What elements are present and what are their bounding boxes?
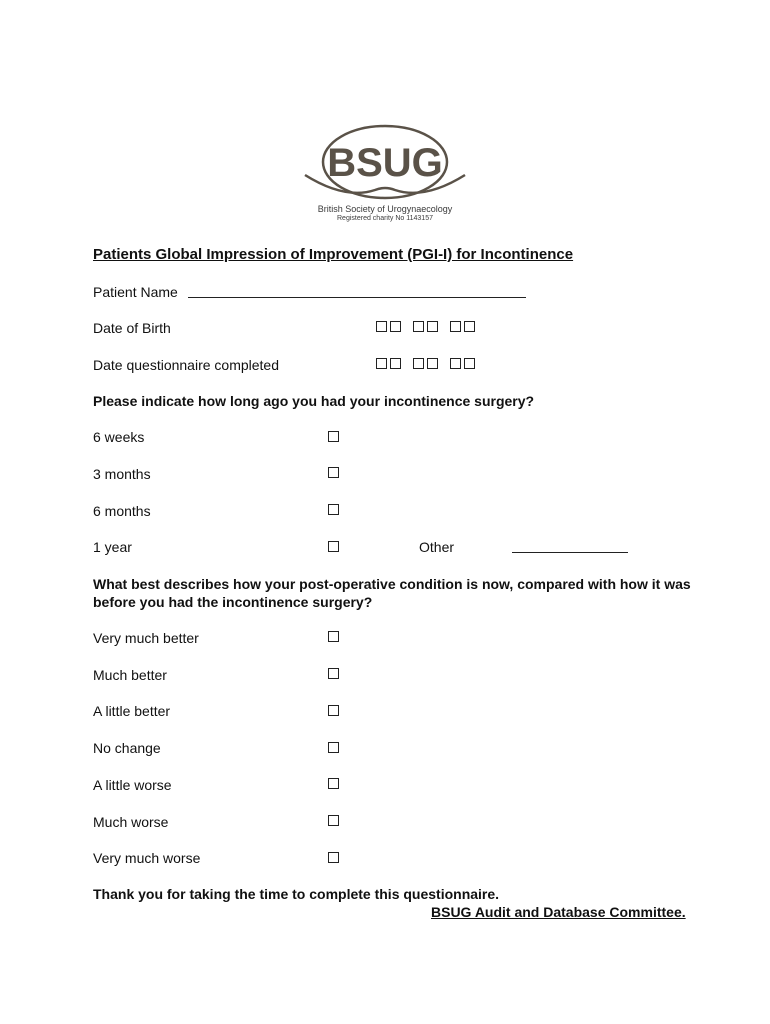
committee-signature: BSUG Audit and Database Committee. [431,904,686,920]
dob-year-digit-2[interactable] [464,321,475,332]
dob-month-digit-1[interactable] [413,321,424,332]
q2-checkbox-very-much-worse[interactable] [328,852,339,863]
dob-day-digit-2[interactable] [390,321,401,332]
date-completed-label: Date questionnaire completed [93,357,280,373]
dob-label: Date of Birth [93,320,171,336]
q1-option-label: 6 weeks [93,429,145,445]
q1-checkbox-3-months[interactable] [328,467,339,478]
logo-charity-number: Registered charity No 1143157 [337,215,433,222]
q2-checkbox-a-little-better[interactable] [328,705,339,716]
page-title: Patients Global Impression of Improvement (PGI-I) for Incontinence [93,246,574,263]
q2-question-line2: before you had the incontinence surgery? [93,594,373,610]
date-completed-field [376,358,475,369]
dob-year-digit-1[interactable] [450,321,461,332]
q1-other-field[interactable] [512,551,628,553]
dob-month-digit-2[interactable] [427,321,438,332]
q1-question: Please indicate how long ago you had your incontinence surgery? [93,393,535,409]
logo-acronym: BSUG [327,141,443,185]
q2-option-label: Very much worse [93,850,201,866]
bsug-logo-mark [300,120,470,210]
q2-checkbox-much-better[interactable] [328,668,339,679]
logo-organization-name: British Society of Urogynaecology [317,204,453,214]
q1-option-label: 6 months [93,503,151,519]
q2-option-label: Very much better [93,630,199,646]
date-day-digit-1[interactable] [376,358,387,369]
q1-other-label: Other [419,539,455,555]
dob-day-digit-1[interactable] [376,321,387,332]
q2-checkbox-a-little-worse[interactable] [328,778,339,789]
q2-checkbox-much-worse[interactable] [328,815,339,826]
q2-checkbox-very-much-better[interactable] [328,631,339,642]
patient-name-field[interactable] [188,296,526,298]
date-day-digit-2[interactable] [390,358,401,369]
q1-checkbox-1-year[interactable] [328,541,339,552]
q1-option-label: 3 months [93,466,151,482]
q2-checkbox-no-change[interactable] [328,742,339,753]
q2-option-label: Much better [93,667,167,683]
q2-option-label: Much worse [93,814,169,830]
q1-checkbox-6-months[interactable] [328,504,339,515]
date-year-digit-2[interactable] [464,358,475,369]
patient-name-label: Patient Name [93,284,178,300]
thank-you-note: Thank you for taking the time to complete this questionnaire. [93,886,500,902]
q1-checkbox-6-weeks[interactable] [328,431,339,442]
date-month-digit-1[interactable] [413,358,424,369]
q2-option-label: A little worse [93,777,172,793]
date-year-digit-1[interactable] [450,358,461,369]
q1-option-label: 1 year [93,539,132,555]
q2-option-label: A little better [93,703,171,719]
date-month-digit-2[interactable] [427,358,438,369]
q2-question-line1: What best describes how your post-operative condition is now, compared with how it was [93,576,691,592]
dob-field [376,321,475,332]
q2-option-label: No change [93,740,161,756]
